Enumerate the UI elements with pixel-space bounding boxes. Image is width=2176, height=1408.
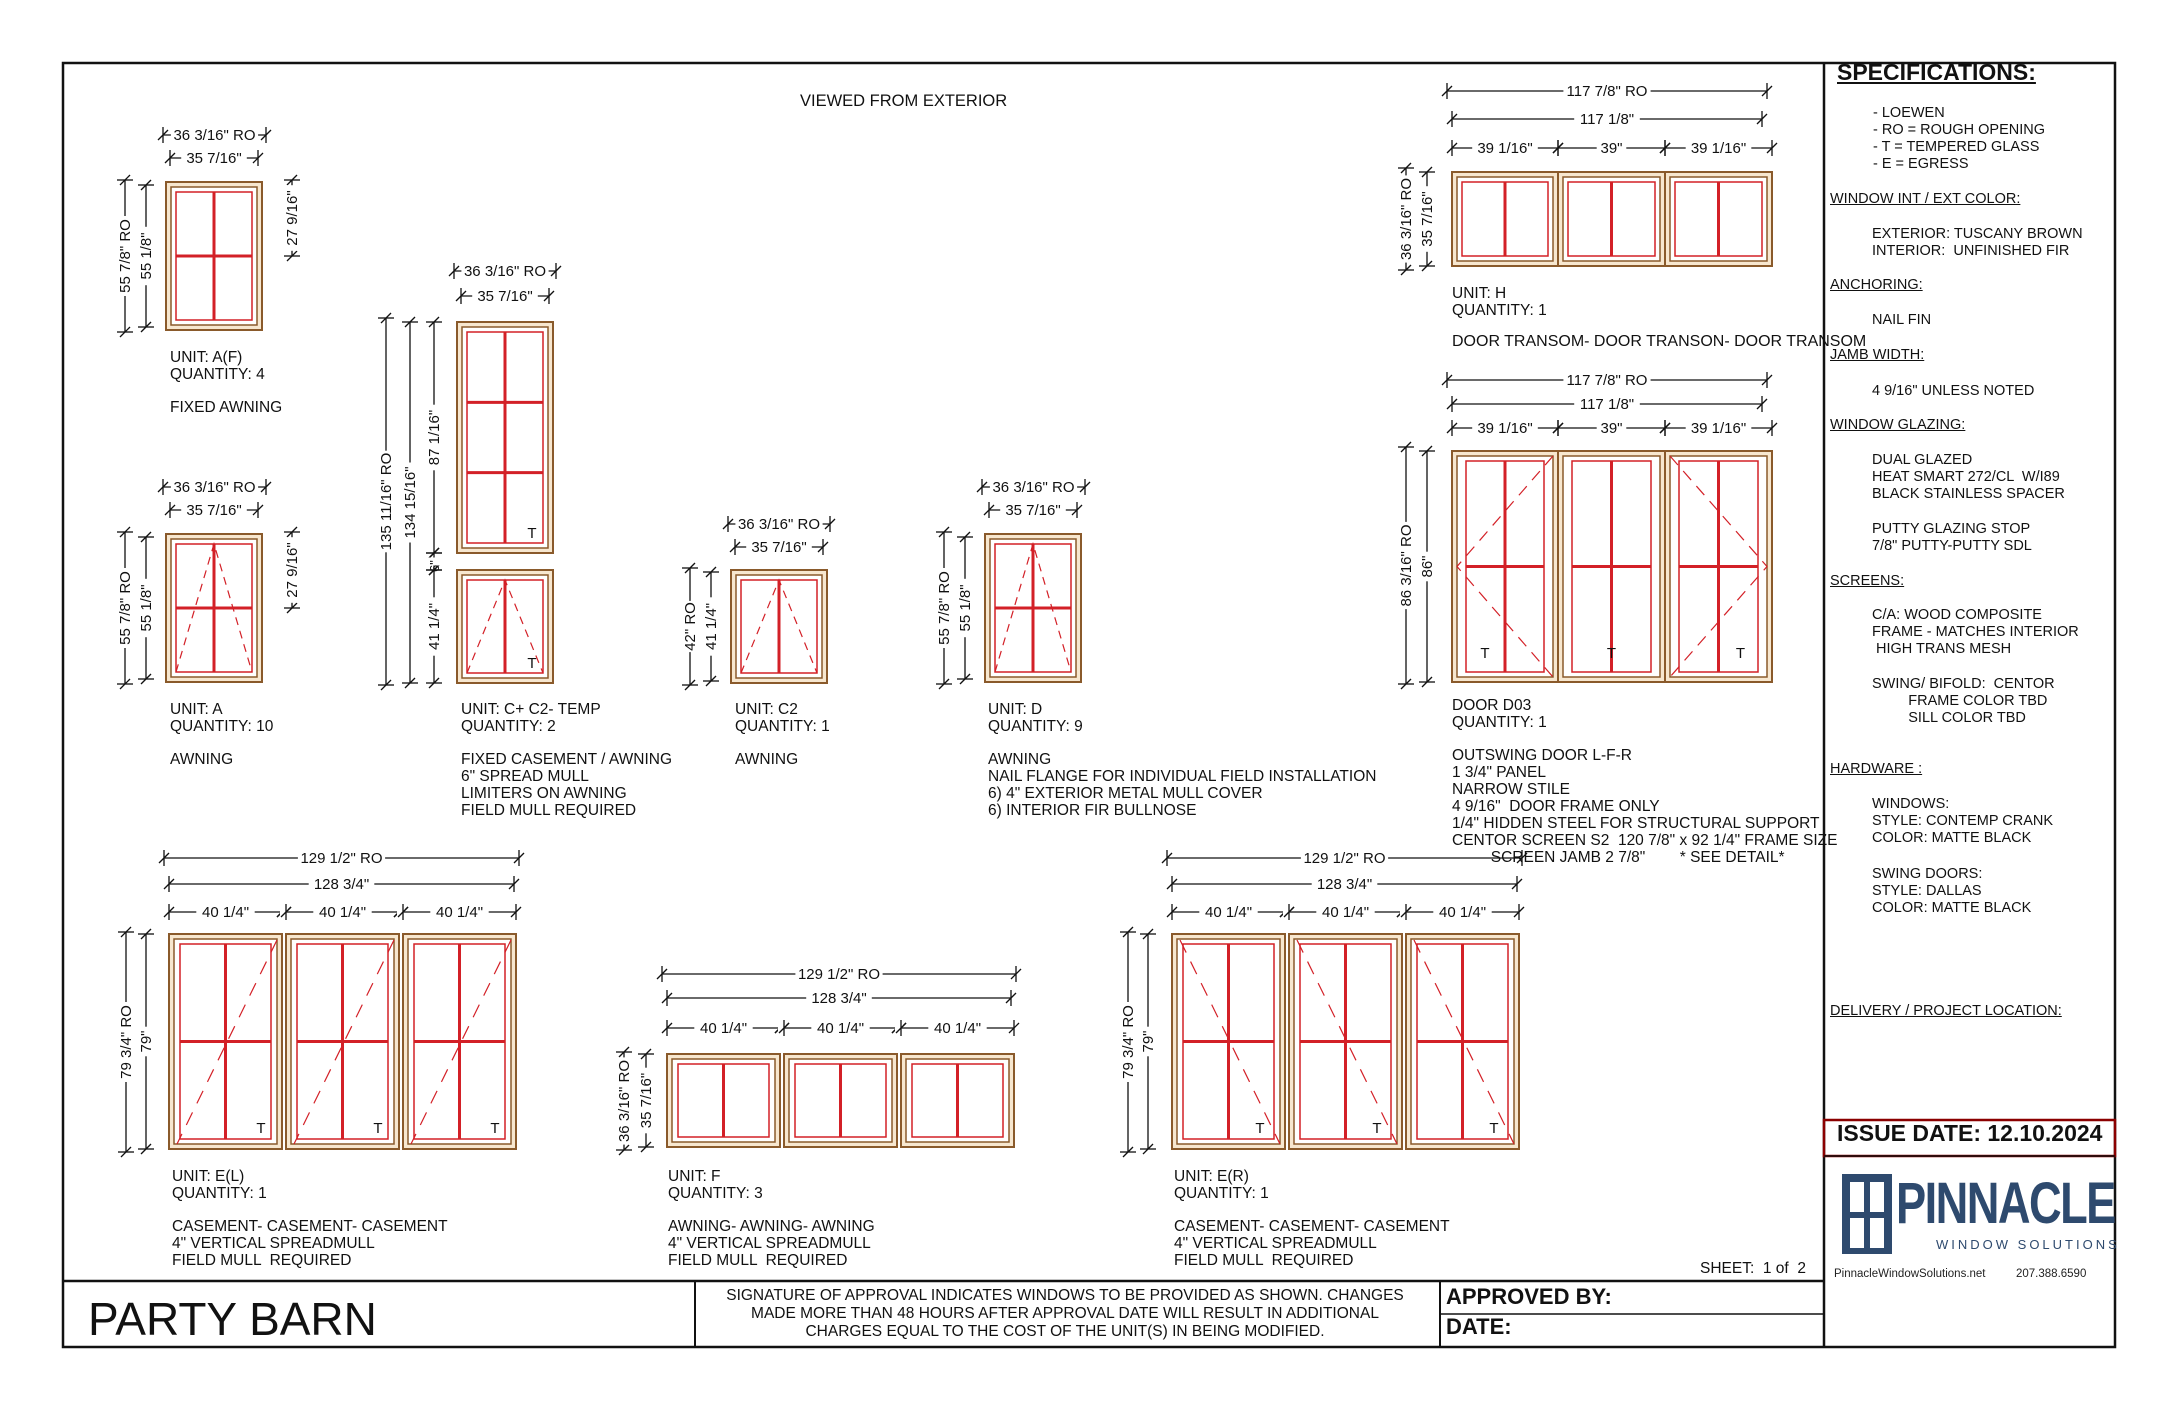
unit-el-width-text: 128 3/4"	[313, 876, 370, 893]
unit-d-height-text: 55 1/8"	[957, 584, 974, 632]
door-d03-seg-2-text: 39"	[1600, 420, 1623, 437]
unit-af-ro-width-text: 36 3/16" RO	[173, 127, 256, 144]
door-d03-tempered-3: T	[1735, 645, 1746, 662]
unit-a-sash-text: 27 9/16"	[284, 542, 301, 598]
door-d03-tempered-2: T	[1606, 645, 1617, 662]
unit-c-ro-width-text: 36 3/16" RO	[463, 263, 547, 280]
approved-by-label: APPROVED BY:	[1446, 1284, 1612, 1309]
unit-el-seg-1-text: 40 1/4"	[201, 904, 250, 921]
unit-f-height-text: 35 7/16"	[638, 1072, 655, 1129]
unit-c-desc-3: LIMITERS ON AWNING	[461, 785, 627, 802]
unit-f-seg-1-text: 40 1/4"	[699, 1020, 748, 1037]
unit-c-mull-text: 6"	[427, 560, 442, 572]
unit-f-seg-3-text: 40 1/4"	[933, 1020, 982, 1037]
unit-f-width-text: 128 3/4"	[811, 990, 867, 1007]
logo-sub: WINDOW SOLUTIONS	[1936, 1237, 2120, 1252]
unit-c-desc-2: 6" SPREAD MULL	[461, 768, 589, 785]
unit-er-ro-height-text: 79 3/4" RO	[1120, 1005, 1137, 1079]
unit-a-ro-height-text: 55 7/8" RO	[117, 571, 134, 645]
project-title: PARTY BARN	[88, 1293, 377, 1345]
unit-c-label: UNIT: C+ C2- TEMP	[461, 701, 601, 718]
unit-a-width-text: 35 7/16"	[186, 502, 242, 519]
unit-er-ro-width-text: 129 1/2" RO	[1303, 850, 1386, 867]
spec-glazing-2: HEAT SMART 272/CL W/I89	[1872, 469, 2060, 485]
unit-h-ro-width-text: 117 7/8" RO	[1566, 83, 1648, 100]
spec-glazing-heading: WINDOW GLAZING:	[1830, 417, 1966, 433]
spec-hardware-3: COLOR: MATTE BLACK	[1872, 830, 2032, 846]
unit-c2-ro-width-text: 36 3/16" RO	[737, 516, 821, 533]
unit-a-qty: QUANTITY: 10	[170, 718, 274, 735]
unit-af-qty: QUANTITY: 4	[170, 366, 265, 383]
unit-f-desc-2: 4" VERTICAL SPREADMULL	[668, 1235, 871, 1252]
unit-el-height-text: 79"	[138, 1030, 155, 1053]
spec-screens-5: FRAME COLOR TBD	[1872, 693, 2048, 709]
spec-legend-3: - T = TEMPERED GLASS	[1873, 139, 2040, 155]
spec-hardware-5: STYLE: DALLAS	[1872, 883, 1982, 899]
unit-el-tempered-3: T	[490, 1120, 500, 1137]
spec-legend-2: - RO = ROUGH OPENING	[1873, 122, 2046, 138]
spec-color-int: INTERIOR: UNFINISHED FIR	[1872, 243, 2070, 259]
door-d03-label: DOOR D03	[1452, 697, 1532, 714]
spec-jamb-heading: JAMB WIDTH:	[1830, 347, 1925, 363]
spec-screens-heading: SCREENS:	[1830, 573, 1905, 589]
door-d03-ro-height-text: 86 3/16" RO	[1398, 524, 1415, 607]
spec-hardware-1: WINDOWS:	[1872, 796, 1950, 812]
spec-screens-4: SWING/ BIFOLD: CENTOR	[1872, 676, 2055, 692]
unit-c-qty: QUANTITY: 2	[461, 718, 556, 735]
spec-legend-1: - LOEWEN	[1873, 105, 1945, 121]
unit-el-desc-1: CASEMENT- CASEMENT- CASEMENT	[172, 1218, 448, 1235]
unit-c-desc-1: FIXED CASEMENT / AWNING	[461, 751, 672, 768]
specifications-title: SPECIFICATIONS:	[1837, 59, 2036, 85]
unit-c2-label: UNIT: C2	[735, 701, 798, 718]
unit-er-height-text: 79"	[1140, 1030, 1157, 1053]
spec-hardware-6: COLOR: MATTE BLACK	[1872, 900, 2032, 916]
spec-color-heading: WINDOW INT / EXT COLOR:	[1830, 191, 2021, 207]
unit-c2-width-text: 35 7/16"	[751, 539, 807, 556]
unit-d-desc-4: 6) INTERIOR FIR BULLNOSE	[988, 802, 1197, 819]
unit-d-desc-3: 6) 4" EXTERIOR METAL MULL COVER	[988, 785, 1263, 802]
unit-er-qty: QUANTITY: 1	[1174, 1185, 1269, 1202]
approval-note-3: CHARGES EQUAL TO THE COST OF THE UNIT(S) IN BEING MODIFIED.	[805, 1323, 1325, 1340]
spec-glazing-5: 7/8" PUTTY-PUTTY SDL	[1872, 538, 2032, 554]
logo-website: PinnacleWindowSolutions.net	[1834, 1268, 1986, 1280]
door-d03-qty: QUANTITY: 1	[1452, 714, 1547, 731]
unit-af-ro-height-text: 55 7/8" RO	[117, 219, 134, 293]
unit-c-ro-height-text: 135 11/16" RO	[378, 452, 395, 551]
door-d03-desc-5: 1/4" HIDDEN STEEL FOR STRUCTURAL SUPPORT	[1452, 815, 1820, 832]
spec-jamb-value: 4 9/16" UNLESS NOTED	[1872, 383, 2035, 399]
unit-er-seg-1-text: 40 1/4"	[1204, 904, 1253, 921]
unit-er-seg-2-text: 40 1/4"	[1321, 904, 1370, 921]
spec-screens-3: HIGH TRANS MESH	[1872, 641, 2012, 657]
unit-c2-ro-height-text: 42" RO	[682, 602, 699, 651]
unit-f-ro-width-text: 129 1/2" RO	[797, 966, 881, 983]
unit-er-label: UNIT: E(R)	[1174, 1168, 1249, 1185]
spec-screens-6: SILL COLOR TBD	[1872, 710, 2026, 726]
unit-h-ro-height-text: 36 3/16" RO	[1398, 177, 1415, 261]
unit-d-desc-2: NAIL FLANGE FOR INDIVIDUAL FIELD INSTALLATION	[988, 768, 1377, 785]
unit-h-seg-1-text: 39 1/16"	[1477, 140, 1533, 157]
unit-el-desc-2: 4" VERTICAL SPREADMULL	[172, 1235, 375, 1252]
unit-f-label: UNIT: F	[668, 1168, 721, 1185]
unit-h-height-text: 35 7/16"	[1419, 191, 1436, 247]
unit-er-desc-3: FIELD MULL REQUIRED	[1174, 1252, 1354, 1269]
unit-d-ro-width-text: 36 3/16" RO	[992, 479, 1075, 496]
unit-f-desc-1: AWNING- AWNING- AWNING	[668, 1218, 875, 1235]
unit-af-height-text: 55 1/8"	[138, 232, 155, 280]
door-d03-ro-width-text: 117 7/8" RO	[1566, 372, 1648, 389]
unit-el-seg-3-text: 40 1/4"	[435, 904, 484, 921]
unit-er-seg-3-text: 40 1/4"	[1438, 904, 1487, 921]
door-d03-seg-3-text: 39 1/16"	[1690, 420, 1747, 437]
unit-a-desc: AWNING	[170, 751, 234, 768]
unit-h-label: UNIT: H	[1452, 285, 1507, 302]
unit-f-ro-height-text: 36 3/16" RO	[616, 1059, 633, 1143]
spec-glazing-4: PUTTY GLAZING STOP	[1872, 521, 2031, 537]
sheet-number: SHEET: 1 of 2	[1700, 1260, 1806, 1277]
door-d03-desc-4: 4 9/16" DOOR FRAME ONLY	[1452, 798, 1660, 815]
spec-hardware-2: STYLE: CONTEMP CRANK	[1872, 813, 2054, 829]
spec-color-ext: EXTERIOR: TUSCANY BROWN	[1872, 226, 2083, 242]
unit-el-ro-width-text: 129 1/2" RO	[300, 850, 383, 867]
unit-c-desc-4: FIELD MULL REQUIRED	[461, 802, 637, 819]
unit-c2-qty: QUANTITY: 1	[735, 718, 830, 735]
unit-f-desc-3: FIELD MULL REQUIRED	[668, 1252, 848, 1269]
door-d03-desc-2: 1 3/4" PANEL	[1452, 764, 1546, 781]
unit-d-label: UNIT: D	[988, 701, 1043, 718]
door-d03-tempered-1: T	[1480, 645, 1490, 662]
unit-d-qty: QUANTITY: 9	[988, 718, 1083, 735]
spec-anchoring-value: NAIL FIN	[1872, 312, 1932, 328]
spec-anchoring-heading: ANCHORING:	[1830, 277, 1923, 293]
unit-c2-height-text: 41 1/4"	[703, 602, 720, 651]
logo-phone: 207.388.6590	[2016, 1268, 2087, 1280]
unit-d-width-text: 35 7/16"	[1005, 502, 1061, 519]
door-d03-desc-6: CENTOR SCREEN S2 120 7/8" x 92 1/4" FRAME SIZE	[1452, 832, 1838, 849]
view-label: VIEWED FROM EXTERIOR	[800, 92, 1008, 110]
unit-c-tempered: T	[527, 525, 537, 542]
unit-el-desc-3: FIELD MULL REQUIRED	[172, 1252, 352, 1269]
unit-af-desc: FIXED AWNING	[170, 399, 283, 416]
unit-h-seg-3-text: 39 1/16"	[1690, 140, 1747, 157]
unit-el-tempered-1: T	[256, 1120, 266, 1137]
unit-a-height-text: 55 1/8"	[138, 584, 155, 632]
door-d03-width-text: 117 1/8"	[1579, 396, 1635, 413]
door-d03-desc-1: OUTSWING DOOR L-F-R	[1452, 747, 1632, 764]
unit-er-tempered-1: T	[1255, 1120, 1265, 1137]
unit-d-desc-1: AWNING	[988, 751, 1052, 768]
unit-c2-desc: AWNING	[735, 751, 799, 768]
unit-a-label: UNIT: A	[170, 701, 223, 718]
unit-d-ro-height-text: 55 7/8" RO	[936, 571, 953, 645]
unit-af-label: UNIT: A(F)	[170, 349, 243, 366]
unit-f-seg-2-text: 40 1/4"	[816, 1020, 865, 1037]
unit-c-upper-text: 87 1/16"	[426, 409, 443, 466]
spec-glazing-3: BLACK STAINLESS SPACER	[1872, 486, 2065, 502]
unit-el-ro-height-text: 79 3/4" RO	[118, 1005, 135, 1079]
issue-date: ISSUE DATE: 12.10.2024	[1837, 1120, 2103, 1146]
spec-delivery-heading: DELIVERY / PROJECT LOCATION:	[1830, 1003, 2062, 1019]
unit-er-desc-2: 4" VERTICAL SPREADMULL	[1174, 1235, 1377, 1252]
spec-screens-2: FRAME - MATCHES INTERIOR	[1872, 624, 2079, 640]
date-label: DATE:	[1446, 1314, 1512, 1339]
door-d03-seg-1-text: 39 1/16"	[1477, 420, 1533, 437]
unit-h-seg-2-text: 39"	[1600, 140, 1623, 157]
approval-note-2: MADE MORE THAN 48 HOURS AFTER APPROVAL DATE WILL RESULT IN ADDITIONAL	[751, 1305, 1379, 1322]
spec-screens-1: C/A: WOOD COMPOSITE	[1872, 607, 2042, 623]
unit-c-height-text: 134 15/16"	[402, 466, 419, 539]
unit-er-tempered-3: T	[1489, 1120, 1499, 1137]
approval-note-1: SIGNATURE OF APPROVAL INDICATES WINDOWS TO BE PROVIDED AS SHOWN. CHANGES	[726, 1287, 1404, 1304]
unit-er-width-text: 128 3/4"	[1316, 876, 1373, 893]
unit-er-tempered-2: T	[1372, 1120, 1382, 1137]
door-d03-height-text: 86"	[1419, 555, 1436, 578]
unit-af-sash-text: 27 9/16"	[284, 190, 301, 246]
unit-c-width-text: 35 7/16"	[477, 288, 533, 305]
logo-brand: PINNACLE	[1896, 1171, 2115, 1236]
unit-af-width-text: 35 7/16"	[186, 150, 242, 167]
unit-el-tempered-2: T	[373, 1120, 383, 1137]
unit-el-label: UNIT: E(L)	[172, 1168, 245, 1185]
spec-legend-4: - E = EGRESS	[1873, 156, 1969, 172]
unit-f-qty: QUANTITY: 3	[668, 1185, 763, 1202]
unit-el-seg-2-text: 40 1/4"	[318, 904, 367, 921]
sheet-border	[63, 59, 2115, 1347]
door-d03-desc-3: NARROW STILE	[1452, 781, 1570, 798]
spec-hardware-heading: HARDWARE :	[1830, 761, 1923, 777]
unit-h-desc: DOOR TRANSOM- DOOR TRANSON- DOOR TRANSOM	[1452, 333, 1867, 350]
pinnacle-logo	[1834, 1170, 2120, 1285]
spec-hardware-4: SWING DOORS:	[1872, 866, 1983, 882]
unit-el-qty: QUANTITY: 1	[172, 1185, 267, 1202]
unit-c2-lower-tempered: T	[527, 655, 537, 672]
spec-glazing-1: DUAL GLAZED	[1872, 452, 1973, 468]
unit-a-ro-width-text: 36 3/16" RO	[173, 479, 256, 496]
unit-er-desc-1: CASEMENT- CASEMENT- CASEMENT	[1174, 1218, 1450, 1235]
unit-h-width-text: 117 1/8"	[1579, 111, 1635, 128]
unit-c-lower-text: 41 1/4"	[426, 602, 443, 651]
door-d03-desc-7: SCREEN JAMB 2 7/8" * SEE DETAIL*	[1452, 849, 1785, 866]
unit-h-qty: QUANTITY: 1	[1452, 302, 1547, 319]
